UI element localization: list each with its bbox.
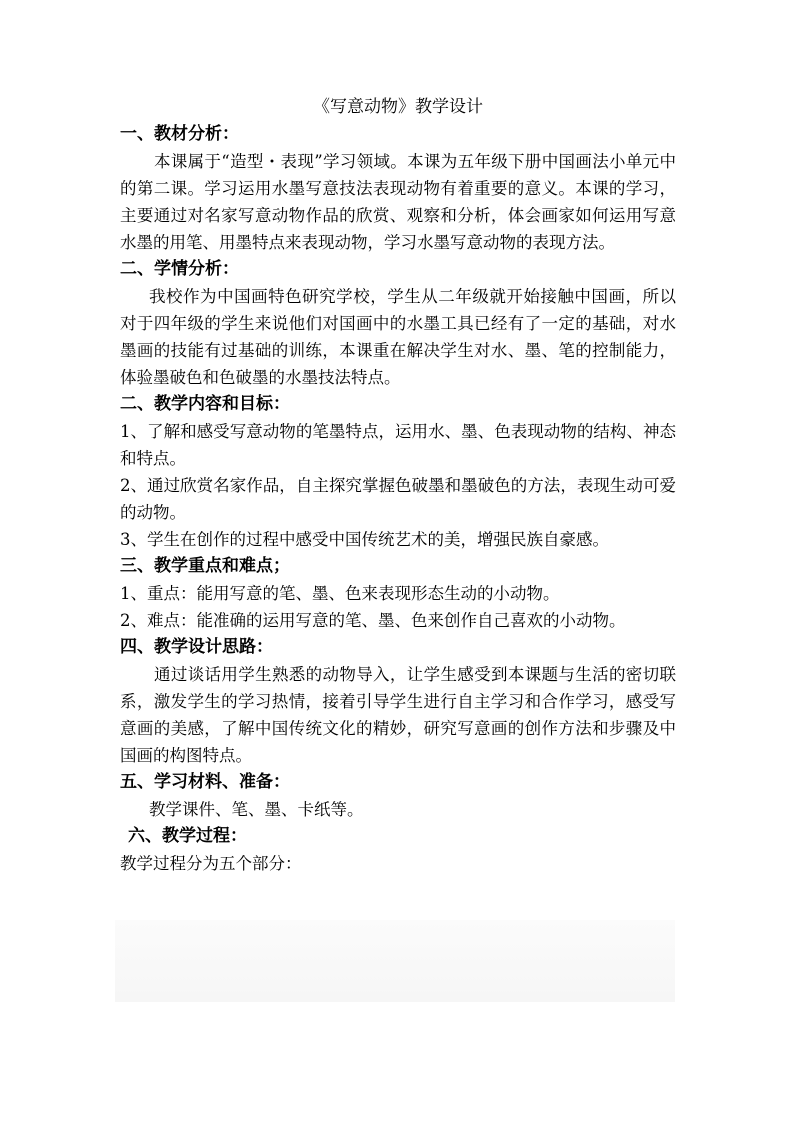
paragraph-textbook-analysis: 本课属于“造型・表现”学习领域。本课为五年级下册中国画法小单元中的第二课。学习运用水墨写意技法表现动物有着重要的意义。本课的学习，主要通过对名家写意动物作品的欣赏、观察和分析，体会画家如何运用写意水墨的用笔、用墨特点来表现动物，学习水墨写意动物的表现方法。	[120, 152, 676, 252]
document-title: 《写意动物》教学设计	[313, 97, 483, 117]
section-heading-teaching-process: 六、教学过程：	[128, 826, 247, 846]
key-point-item-1: 1、重点：能用写意的笔、墨、色来表现形态生动的小动物。	[120, 584, 560, 603]
key-point-item-2: 2、难点：能准确的运用写意的笔、墨、色来创作自己喜欢的小动物。	[120, 611, 626, 630]
paragraph-materials: 教学课件、笔、墨、卡纸等。	[149, 800, 364, 819]
paragraph-design-ideas: 通过谈话用学生熟悉的动物导入，让学生感受到本课题与生活的密切联系，激发学生的学习热情，接着引导学生进行自主学习和合作学习，感受写意画的美感，了解中国传统文化的精妙，研究写意画的创作方法和步骤及中国画的构图特点。	[120, 665, 676, 765]
goal-item-1: 1、了解和感受写意动物的笔墨特点，运用水、墨、色表现动物的结构、神态和特点。	[120, 422, 676, 468]
paragraph-teaching-process: 教学过程分为五个部分：	[120, 854, 302, 873]
section-heading-design-ideas: 四、教学设计思路：	[120, 637, 273, 657]
section-heading-teaching-goals: 二、教学内容和目标：	[120, 394, 290, 414]
section-heading-materials: 五、学习材料、准备：	[120, 772, 290, 792]
goal-item-2: 2、通过欣赏名家作品，自主探究掌握色破墨和墨破色的方法，表现生动可爱的动物。	[120, 476, 676, 522]
section-heading-key-points: 三、教学重点和难点；	[120, 556, 290, 576]
goal-item-3: 3、学生在创作的过程中感受中国传统艺术的美，增强民族自豪感。	[120, 530, 609, 549]
section-heading-textbook-analysis: 一、教材分析：	[120, 124, 239, 144]
document-body	[120, 94, 676, 877]
section-heading-student-analysis: 二、学情分析：	[120, 259, 239, 279]
scan-shade	[115, 920, 675, 1002]
paragraph-student-analysis: 我校作为中国画特色研究学校，学生从二年级就开始接触中国画，所以对于四年级的学生来说他们对国画中的水墨工具已经有了一定的基础，对水墨画的技能有过基础的训练，本课重在解决学生对水、墨、笔的控制能力，体验墨破色和色破墨的水墨技法特点。	[120, 287, 676, 387]
